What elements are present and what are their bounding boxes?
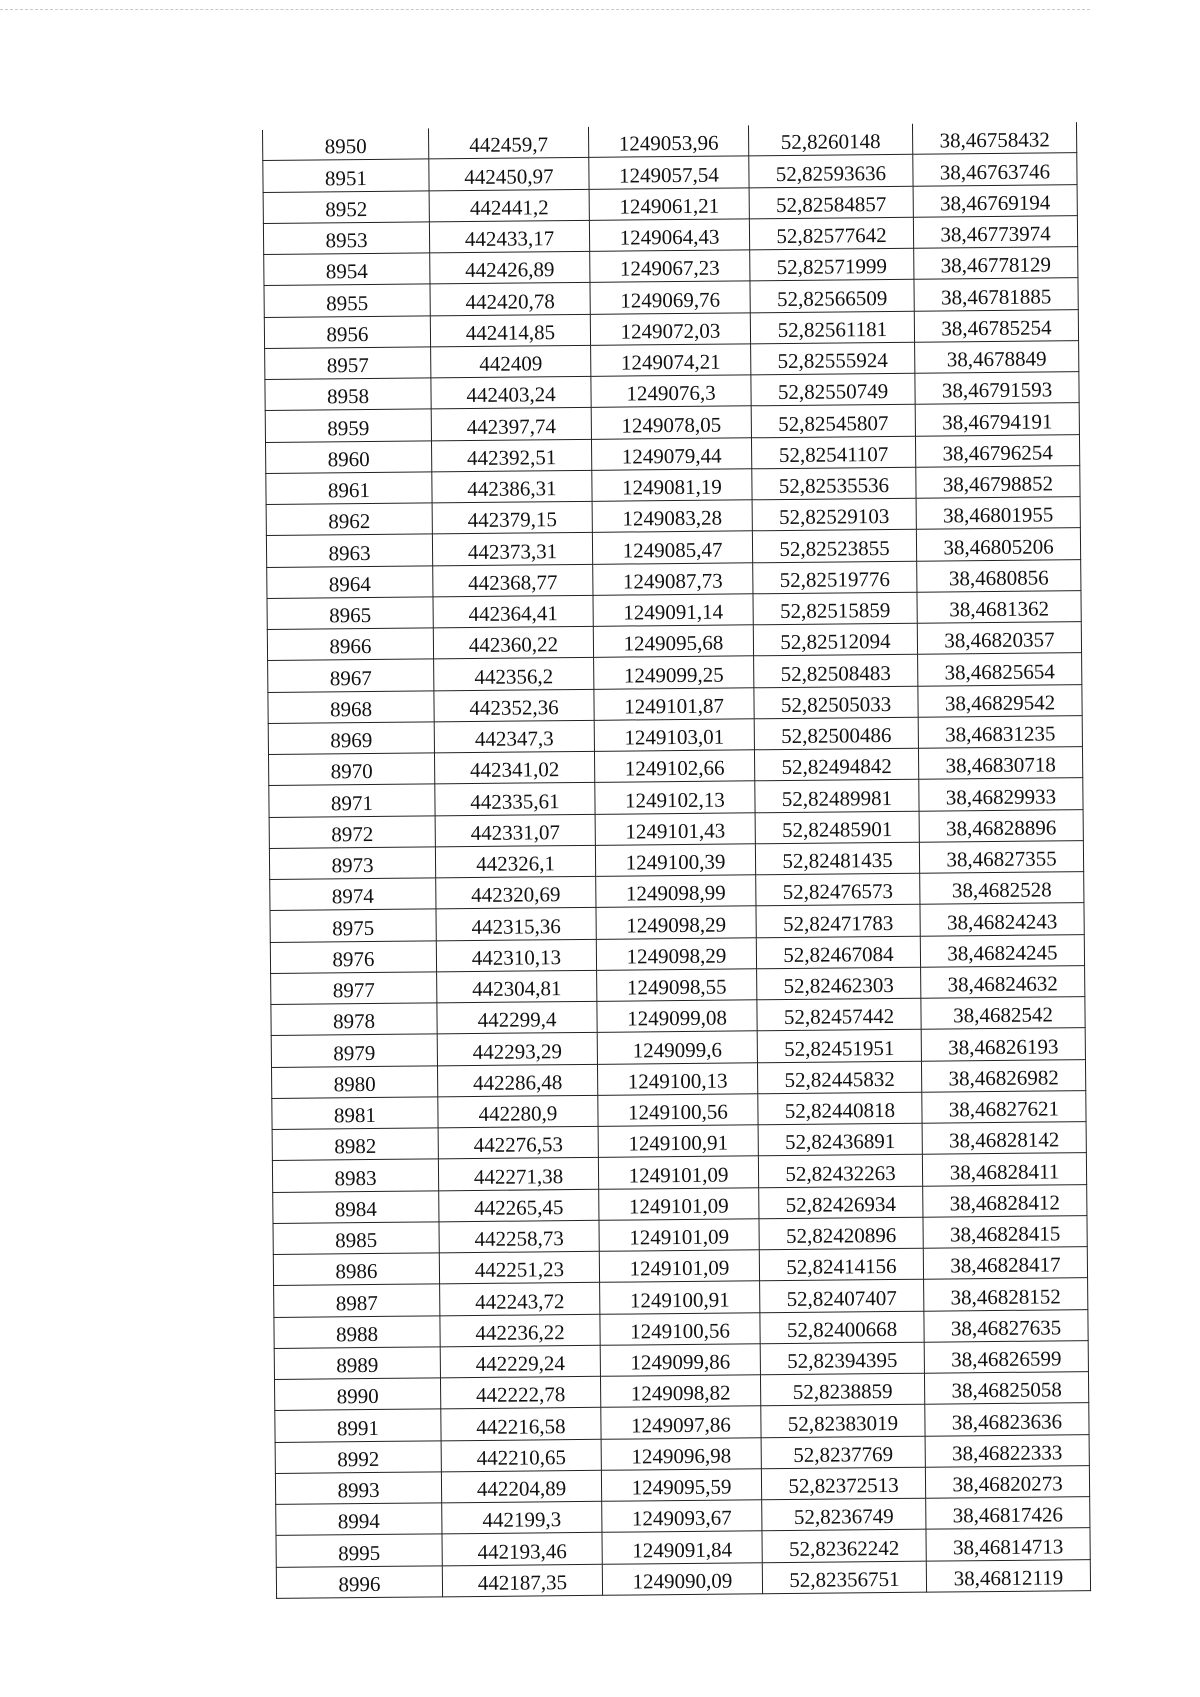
longitude-cell: 38,46828142 <box>922 1122 1086 1155</box>
y-coordinate-cell: 1249101,43 <box>595 812 755 845</box>
y-coordinate-cell: 1249102,66 <box>594 750 754 783</box>
point-number-cell: 8954 <box>264 253 430 286</box>
latitude-cell: 52,82489981 <box>755 779 919 812</box>
latitude-cell: 52,82457442 <box>757 998 921 1031</box>
y-coordinate-cell: 1249097,86 <box>601 1406 761 1439</box>
x-coordinate-cell: 442368,77 <box>433 564 593 597</box>
longitude-cell: 38,46796254 <box>915 434 1079 467</box>
point-number-cell: 8976 <box>270 940 436 973</box>
longitude-cell: 38,46824632 <box>921 965 1085 998</box>
point-number-cell: 8960 <box>265 440 431 473</box>
y-coordinate-cell: 1249100,56 <box>600 1312 760 1345</box>
y-coordinate-cell: 1249098,82 <box>600 1375 760 1408</box>
latitude-cell: 52,82451951 <box>757 1029 921 1062</box>
longitude-cell: 38,46785254 <box>914 309 1078 342</box>
latitude-cell: 52,8236749 <box>762 1498 926 1531</box>
latitude-cell: 52,82584857 <box>749 186 913 219</box>
x-coordinate-cell: 442441,2 <box>429 189 589 222</box>
latitude-cell: 52,82432263 <box>758 1154 922 1187</box>
x-coordinate-cell: 442293,29 <box>437 1033 597 1066</box>
y-coordinate-cell: 1249095,59 <box>601 1469 761 1502</box>
y-coordinate-cell: 1249083,28 <box>592 500 752 533</box>
x-coordinate-cell: 442315,36 <box>436 908 596 941</box>
y-coordinate-cell: 1249098,29 <box>596 937 756 970</box>
point-number-cell: 8983 <box>272 1159 438 1192</box>
x-coordinate-cell: 442210,65 <box>441 1439 601 1472</box>
longitude-cell: 38,46830718 <box>918 747 1082 780</box>
y-coordinate-cell: 1249061,21 <box>589 187 749 220</box>
point-number-cell: 8964 <box>267 565 433 598</box>
point-number-cell: 8985 <box>273 1222 439 1255</box>
latitude-cell: 52,82545807 <box>751 404 915 437</box>
longitude-cell: 38,4681362 <box>917 590 1081 623</box>
latitude-cell: 52,82561181 <box>750 311 914 344</box>
x-coordinate-cell: 442403,24 <box>431 376 591 409</box>
longitude-cell: 38,46828417 <box>923 1247 1087 1280</box>
y-coordinate-cell: 1249099,86 <box>600 1344 760 1377</box>
x-coordinate-cell: 442265,45 <box>439 1189 599 1222</box>
x-coordinate-cell: 442258,73 <box>439 1220 599 1253</box>
latitude-cell: 52,82362242 <box>762 1529 926 1562</box>
y-coordinate-cell: 1249101,09 <box>599 1250 759 1283</box>
latitude-cell: 52,82519776 <box>753 561 917 594</box>
y-coordinate-cell: 1249067,23 <box>590 250 750 283</box>
point-number-cell: 8961 <box>266 472 432 505</box>
point-number-cell: 8973 <box>269 847 435 880</box>
y-coordinate-cell: 1249069,76 <box>590 281 750 314</box>
latitude-cell: 52,82593636 <box>749 155 913 188</box>
longitude-cell: 38,46814713 <box>926 1528 1090 1561</box>
point-number-cell: 8966 <box>267 628 433 661</box>
longitude-cell: 38,46823636 <box>925 1403 1089 1436</box>
x-coordinate-cell: 442304,81 <box>437 970 597 1003</box>
y-coordinate-cell: 1249101,87 <box>594 687 754 720</box>
longitude-cell: 38,46828896 <box>919 809 1083 842</box>
longitude-cell: 38,46801955 <box>916 497 1080 530</box>
longitude-cell: 38,46812119 <box>926 1559 1090 1592</box>
x-coordinate-cell: 442286,48 <box>437 1064 597 1097</box>
longitude-cell: 38,46781885 <box>914 278 1078 311</box>
latitude-cell: 52,82505033 <box>754 686 918 719</box>
latitude-cell: 52,82481435 <box>755 842 919 875</box>
point-number-cell: 8988 <box>274 1315 440 1348</box>
longitude-cell: 38,46824243 <box>920 903 1084 936</box>
point-number-cell: 8962 <box>266 503 432 536</box>
longitude-cell: 38,4678849 <box>915 340 1079 373</box>
y-coordinate-cell: 1249076,3 <box>591 375 751 408</box>
longitude-cell: 38,46826193 <box>921 1028 1085 1061</box>
latitude-cell: 52,82512094 <box>753 623 917 656</box>
x-coordinate-cell: 442352,36 <box>434 689 594 722</box>
x-coordinate-cell: 442392,51 <box>431 439 591 472</box>
latitude-cell: 52,82500486 <box>754 717 918 750</box>
longitude-cell: 38,46826982 <box>921 1059 1085 1092</box>
y-coordinate-cell: 1249096,98 <box>601 1437 761 1470</box>
x-coordinate-cell: 442364,41 <box>433 595 593 628</box>
point-number-cell: 8963 <box>266 534 432 567</box>
longitude-cell: 38,46829542 <box>918 684 1082 717</box>
longitude-cell: 38,46805206 <box>916 528 1080 561</box>
longitude-cell: 38,46828411 <box>922 1153 1086 1186</box>
y-coordinate-cell: 1249099,08 <box>597 1000 757 1033</box>
latitude-cell: 52,82440818 <box>758 1092 922 1125</box>
point-number-cell: 8970 <box>268 753 434 786</box>
y-coordinate-cell: 1249098,99 <box>596 875 756 908</box>
point-number-cell: 8982 <box>272 1128 438 1161</box>
latitude-cell: 52,82529103 <box>752 498 916 531</box>
y-coordinate-cell: 1249100,13 <box>597 1062 757 1095</box>
point-number-cell: 8987 <box>274 1284 440 1317</box>
longitude-cell: 38,46794191 <box>915 403 1079 436</box>
latitude-cell: 52,82571999 <box>750 248 914 281</box>
x-coordinate-cell: 442193,46 <box>442 1533 602 1566</box>
y-coordinate-cell: 1249095,68 <box>593 625 753 658</box>
point-number-cell: 8989 <box>274 1347 440 1380</box>
latitude-cell: 52,82372513 <box>761 1467 925 1500</box>
y-coordinate-cell: 1249101,09 <box>599 1219 759 1252</box>
y-coordinate-cell: 1249074,21 <box>591 344 751 377</box>
latitude-cell: 52,82471783 <box>756 904 920 937</box>
x-coordinate-cell: 442310,13 <box>436 939 596 972</box>
latitude-cell: 52,82494842 <box>754 748 918 781</box>
longitude-cell: 38,4680856 <box>917 559 1081 592</box>
x-coordinate-cell: 442356,2 <box>434 658 594 691</box>
latitude-cell: 52,8237769 <box>761 1436 925 1469</box>
longitude-cell: 38,46825058 <box>924 1372 1088 1405</box>
y-coordinate-cell: 1249102,13 <box>595 781 755 814</box>
point-number-cell: 8993 <box>275 1472 441 1505</box>
longitude-cell: 38,46828152 <box>924 1278 1088 1311</box>
point-number-cell: 8972 <box>269 815 435 848</box>
point-number-cell: 8979 <box>271 1034 437 1067</box>
x-coordinate-cell: 442373,31 <box>432 533 592 566</box>
longitude-cell: 38,46827355 <box>919 840 1083 873</box>
x-coordinate-cell: 442229,24 <box>440 1345 600 1378</box>
latitude-cell: 52,82414156 <box>759 1248 923 1281</box>
point-number-cell: 8992 <box>275 1440 441 1473</box>
coordinates-table-container <box>262 122 1091 1599</box>
x-coordinate-cell: 442187,35 <box>442 1564 602 1597</box>
longitude-cell: 38,4682528 <box>920 872 1084 905</box>
y-coordinate-cell: 1249079,44 <box>591 437 751 470</box>
coordinates-table-body <box>262 122 1090 1598</box>
y-coordinate-cell: 1249090,09 <box>602 1562 762 1595</box>
y-coordinate-cell: 1249093,67 <box>602 1500 762 1533</box>
y-coordinate-cell: 1249100,91 <box>598 1125 758 1158</box>
point-number-cell: 8967 <box>268 659 434 692</box>
x-coordinate-cell: 442347,3 <box>434 720 594 753</box>
point-number-cell: 8950 <box>262 128 428 160</box>
longitude-cell: 38,46824245 <box>920 934 1084 967</box>
longitude-cell: 38,46827635 <box>924 1309 1088 1342</box>
x-coordinate-cell: 442216,58 <box>441 1408 601 1441</box>
scan-edge-line <box>0 9 1090 10</box>
longitude-cell: 38,46828415 <box>923 1215 1087 1248</box>
x-coordinate-cell: 442326,1 <box>435 845 595 878</box>
point-number-cell: 8974 <box>270 878 436 911</box>
latitude-cell: 52,82356751 <box>762 1561 926 1594</box>
latitude-cell: 52,82467084 <box>756 936 920 969</box>
longitude-cell: 38,46827621 <box>922 1090 1086 1123</box>
x-coordinate-cell: 442299,4 <box>437 1001 597 1034</box>
y-coordinate-cell: 1249101,09 <box>599 1187 759 1220</box>
longitude-cell: 38,46778129 <box>914 247 1078 280</box>
table-row <box>276 1559 1090 1598</box>
point-number-cell: 8959 <box>265 409 431 442</box>
point-number-cell: 8991 <box>275 1409 441 1442</box>
point-number-cell: 8952 <box>263 190 429 223</box>
latitude-cell: 52,82541107 <box>751 436 915 469</box>
latitude-cell: 52,82394395 <box>760 1342 924 1375</box>
point-number-cell: 8980 <box>271 1065 437 1098</box>
x-coordinate-cell: 442199,3 <box>442 1501 602 1534</box>
y-coordinate-cell: 1249064,43 <box>589 219 749 252</box>
y-coordinate-cell: 1249101,09 <box>598 1156 758 1189</box>
y-coordinate-cell: 1249091,14 <box>593 594 753 627</box>
point-number-cell: 8958 <box>265 378 431 411</box>
x-coordinate-cell: 442280,9 <box>438 1095 598 1128</box>
longitude-cell: 38,46831235 <box>918 715 1082 748</box>
x-coordinate-cell: 442341,02 <box>434 751 594 784</box>
point-number-cell: 8968 <box>268 690 434 723</box>
point-number-cell: 8990 <box>274 1378 440 1411</box>
x-coordinate-cell: 442320,69 <box>436 876 596 909</box>
latitude-cell: 52,82535536 <box>752 467 916 500</box>
x-coordinate-cell: 442204,89 <box>441 1470 601 1503</box>
point-number-cell: 8996 <box>276 1565 442 1598</box>
x-coordinate-cell: 442251,23 <box>439 1251 599 1284</box>
latitude-cell: 52,8238859 <box>760 1373 924 1406</box>
point-number-cell: 8975 <box>270 909 436 942</box>
x-coordinate-cell: 442335,61 <box>435 783 595 816</box>
point-number-cell: 8969 <box>268 722 434 755</box>
point-number-cell: 8981 <box>272 1097 438 1130</box>
latitude-cell: 52,82566509 <box>750 279 914 312</box>
point-number-cell: 8953 <box>263 222 429 255</box>
longitude-cell: 38,46773974 <box>913 215 1077 248</box>
y-coordinate-cell: 1249072,03 <box>590 312 750 345</box>
longitude-cell: 38,46798852 <box>916 465 1080 498</box>
y-coordinate-cell: 1249053,96 <box>588 125 748 157</box>
x-coordinate-cell: 442386,31 <box>432 470 592 503</box>
latitude-cell: 52,82485901 <box>755 811 919 844</box>
x-coordinate-cell: 442271,38 <box>438 1158 598 1191</box>
y-coordinate-cell: 1249087,73 <box>593 562 753 595</box>
point-number-cell: 8955 <box>264 284 430 317</box>
point-number-cell: 8986 <box>273 1253 439 1286</box>
x-coordinate-cell: 442397,74 <box>431 408 591 441</box>
latitude-cell: 52,82555924 <box>751 342 915 375</box>
latitude-cell: 52,82445832 <box>757 1061 921 1094</box>
x-coordinate-cell: 442222,78 <box>440 1376 600 1409</box>
point-number-cell: 8951 <box>263 159 429 192</box>
y-coordinate-cell: 1249103,01 <box>594 719 754 752</box>
x-coordinate-cell: 442426,89 <box>430 251 590 284</box>
x-coordinate-cell: 442420,78 <box>430 283 590 316</box>
longitude-cell: 38,46791593 <box>915 372 1079 405</box>
y-coordinate-cell: 1249099,6 <box>597 1031 757 1064</box>
longitude-cell: 38,46763746 <box>913 153 1077 186</box>
latitude-cell: 52,82436891 <box>758 1123 922 1156</box>
latitude-cell: 52,82383019 <box>761 1404 925 1437</box>
longitude-cell: 38,46817426 <box>926 1497 1090 1530</box>
x-coordinate-cell: 442409 <box>431 345 591 378</box>
latitude-cell: 52,82515859 <box>753 592 917 625</box>
x-coordinate-cell: 442236,22 <box>440 1314 600 1347</box>
x-coordinate-cell: 442459,7 <box>428 127 588 159</box>
point-number-cell: 8957 <box>265 347 431 380</box>
longitude-cell: 38,46829933 <box>919 778 1083 811</box>
latitude-cell: 52,82420896 <box>759 1217 923 1250</box>
x-coordinate-cell: 442450,97 <box>429 158 589 191</box>
y-coordinate-cell: 1249078,05 <box>591 406 751 439</box>
point-number-cell: 8978 <box>271 1003 437 1036</box>
longitude-cell: 38,46820357 <box>917 622 1081 655</box>
y-coordinate-cell: 1249100,91 <box>600 1281 760 1314</box>
coordinates-table <box>262 122 1091 1599</box>
y-coordinate-cell: 1249098,55 <box>597 969 757 1002</box>
y-coordinate-cell: 1249057,54 <box>589 156 749 189</box>
latitude-cell: 52,82577642 <box>749 217 913 250</box>
point-number-cell: 8995 <box>276 1534 442 1567</box>
latitude-cell: 52,82523855 <box>752 529 916 562</box>
longitude-cell: 38,4682542 <box>921 997 1085 1030</box>
point-number-cell: 8984 <box>273 1190 439 1223</box>
y-coordinate-cell: 1249099,25 <box>594 656 754 689</box>
latitude-cell: 52,82426934 <box>759 1186 923 1219</box>
point-number-cell: 8965 <box>267 597 433 630</box>
latitude-cell: 52,8260148 <box>748 124 912 156</box>
latitude-cell: 52,82407407 <box>760 1279 924 1312</box>
y-coordinate-cell: 1249100,56 <box>598 1094 758 1127</box>
y-coordinate-cell: 1249091,84 <box>602 1531 762 1564</box>
longitude-cell: 38,46820273 <box>925 1465 1089 1498</box>
point-number-cell: 8971 <box>269 784 435 817</box>
y-coordinate-cell: 1249081,19 <box>592 469 752 502</box>
latitude-cell: 52,82400668 <box>760 1311 924 1344</box>
point-number-cell: 8977 <box>271 972 437 1005</box>
longitude-cell: 38,46758432 <box>912 122 1076 154</box>
x-coordinate-cell: 442379,15 <box>432 501 592 534</box>
point-number-cell: 8956 <box>264 315 430 348</box>
longitude-cell: 38,46822333 <box>925 1434 1089 1467</box>
point-number-cell: 8994 <box>276 1503 442 1536</box>
longitude-cell: 38,46769194 <box>913 184 1077 217</box>
x-coordinate-cell: 442433,17 <box>429 220 589 253</box>
latitude-cell: 52,82476573 <box>756 873 920 906</box>
longitude-cell: 38,46828412 <box>923 1184 1087 1217</box>
longitude-cell: 38,46826599 <box>924 1340 1088 1373</box>
y-coordinate-cell: 1249098,29 <box>596 906 756 939</box>
x-coordinate-cell: 442360,22 <box>433 626 593 659</box>
longitude-cell: 38,46825654 <box>918 653 1082 686</box>
x-coordinate-cell: 442276,53 <box>438 1126 598 1159</box>
x-coordinate-cell: 442243,72 <box>440 1283 600 1316</box>
latitude-cell: 52,82462303 <box>757 967 921 1000</box>
x-coordinate-cell: 442331,07 <box>435 814 595 847</box>
x-coordinate-cell: 442414,85 <box>430 314 590 347</box>
y-coordinate-cell: 1249100,39 <box>595 844 755 877</box>
y-coordinate-cell: 1249085,47 <box>592 531 752 564</box>
latitude-cell: 52,82550749 <box>751 373 915 406</box>
latitude-cell: 52,82508483 <box>754 654 918 687</box>
